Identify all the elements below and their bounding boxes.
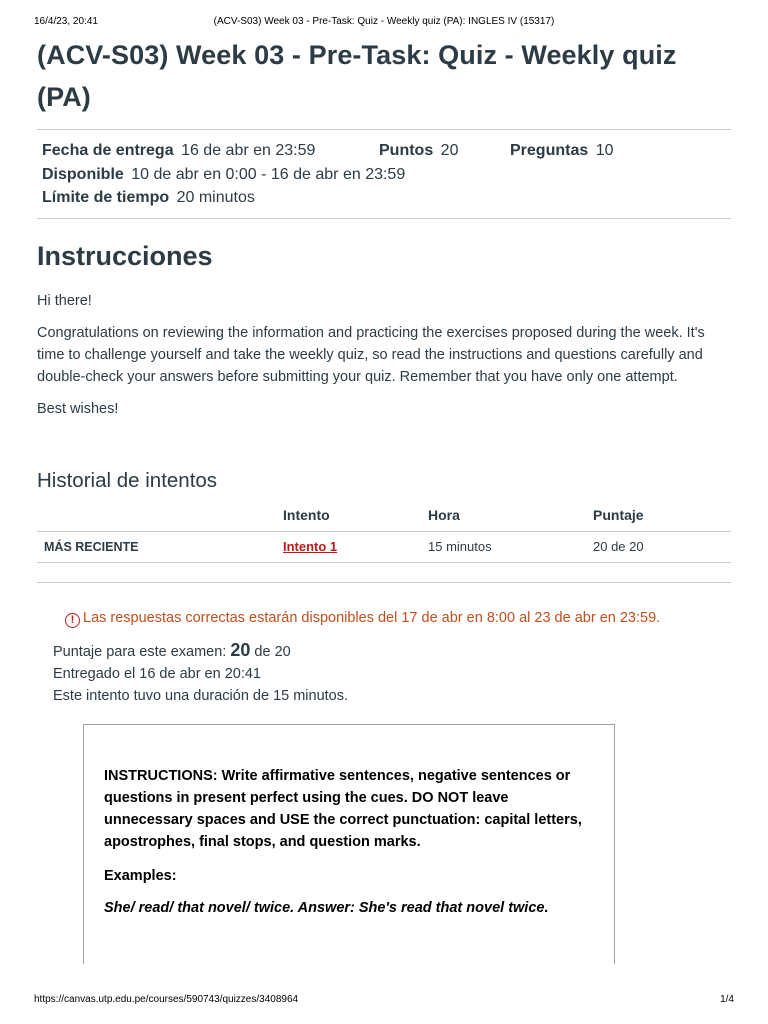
print-timestamp: 16/4/23, 20:41: [34, 16, 98, 27]
answers-availability-notice: [65, 607, 665, 629]
main-content: [37, 34, 731, 707]
quiz-title-line1: (ACV-S03) Week 03 - Pre-Task: Quiz - Weekly quiz: [37, 40, 677, 70]
quiz-title: [37, 34, 731, 118]
instructions-body: Congratulations on reviewing the information and practicing the exercises proposed during the week. It's time to challenge yourself and take the weekly quiz, so read the instructions and questions carefully and double-check your answers before submitting your quiz. Remember that you have only one attempt.: [37, 325, 705, 385]
history-heading: Historial de intentos: [37, 469, 218, 492]
instructions-heading: Instrucciones: [37, 241, 213, 271]
warning-icon: !: [65, 613, 80, 628]
time-limit: [42, 186, 731, 210]
points-value: 20: [440, 142, 459, 159]
due-value: 16 de abr en 23:59: [181, 142, 316, 159]
examples-label: Examples:: [104, 868, 177, 884]
attempt-duration: Este intento tuvo una duración de 15 minutos.: [53, 687, 349, 704]
column-header-attempt: Intento: [283, 505, 428, 531]
available-label: Disponible: [42, 165, 124, 183]
availability: [42, 163, 731, 187]
question-instructions: INSTRUCTIONS: Write affirmative sentences, negative sentences or questions in present perfect using the cues. DO NOT leave unnecessary spaces and USE the correct punctuation: capital letters, apostrophes, final stops, and question marks.: [104, 768, 582, 850]
column-header: [37, 505, 283, 531]
instructions-greeting: Hi there!: [37, 293, 92, 309]
due-date: [42, 139, 379, 163]
quiz-title-line2: (PA): [37, 82, 91, 112]
points: [379, 139, 510, 163]
attempt-score: 20 de 20: [593, 531, 731, 562]
score-suffix: de 20: [254, 643, 291, 660]
print-page-title: (ACV-S03) Week 03 - Pre-Task: Quiz - Weekly quiz (PA): INGLES IV (15317): [213, 16, 555, 27]
available-value: 10 de abr en 0:00 - 16 de abr en 23:59: [131, 165, 406, 183]
attempts-table: [37, 505, 731, 563]
score-value: 20: [230, 639, 251, 660]
questions-label: Preguntas: [510, 142, 589, 159]
table-header-row: [37, 505, 731, 531]
due-label: Fecha de entrega: [42, 142, 174, 159]
most-recent-label: MÁS RECIENTE: [37, 531, 283, 562]
questions: [510, 139, 614, 163]
print-header: [34, 16, 734, 30]
attempt-1-link[interactable]: Intento 1: [283, 539, 338, 554]
table-row: [37, 531, 731, 562]
divider: [37, 218, 731, 219]
time-limit-label: Límite de tiempo: [42, 189, 170, 206]
warning-text: Las respuestas correctas estarán disponibles del 17 de abr en 8:00 al 23 de abr en 23:59.: [83, 609, 661, 626]
print-url: https://canvas.utp.edu.pe/courses/590743/quizzes/3408964: [34, 994, 299, 1005]
attempt-time: 15 minutos: [428, 531, 593, 562]
score-summary: [53, 639, 731, 707]
column-header-score: Puntaje: [593, 505, 731, 531]
instructions-closing: Best wishes!: [37, 401, 119, 417]
page-number: 1/4: [720, 994, 734, 1005]
score-line: [53, 639, 731, 663]
points-label: Puntos: [379, 142, 434, 159]
submitted-date: Entregado el 16 de abr en 20:41: [53, 665, 261, 682]
example-sentence: She/ read/ that novel/ twice. Answer: She's read that novel twice.: [104, 900, 549, 916]
questions-value: 10: [595, 142, 614, 159]
print-footer: [34, 994, 734, 1008]
divider: [37, 582, 731, 583]
column-header-time: Hora: [428, 505, 593, 531]
question-block: [83, 724, 615, 964]
score-prefix: Puntaje para este examen:: [53, 643, 227, 660]
time-limit-value: 20 minutos: [176, 189, 255, 206]
quiz-details: [37, 130, 731, 218]
